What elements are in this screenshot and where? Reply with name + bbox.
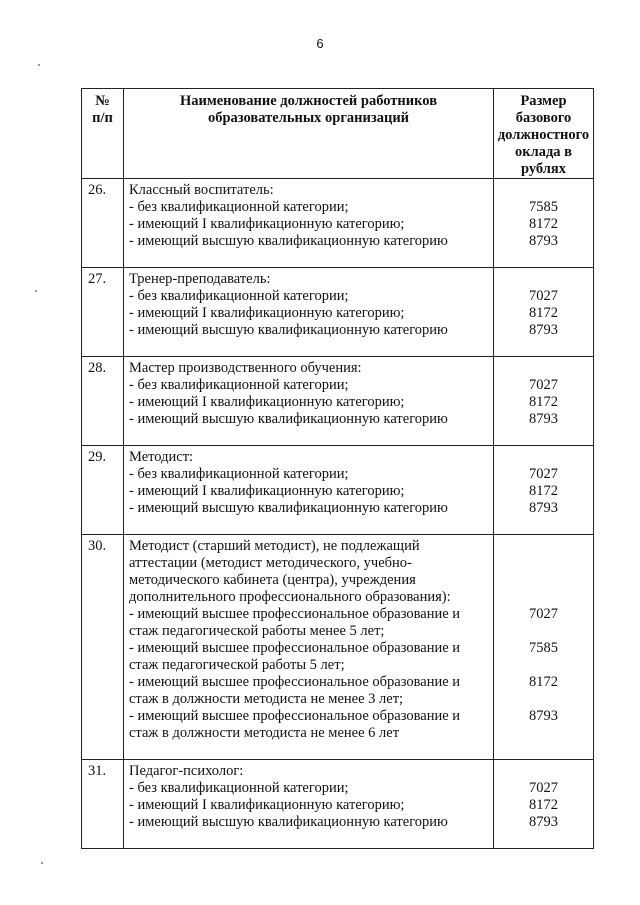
header-salary-line: базового — [515, 110, 572, 126]
table-row — [82, 179, 594, 268]
position-line: - имеющий высшее профессиональное образование и — [129, 708, 461, 724]
table-row — [82, 357, 594, 446]
salary-spacer — [494, 725, 593, 742]
position-description — [124, 760, 494, 849]
header-salary-line: должностного — [497, 127, 590, 143]
salary-value: 8172 — [529, 797, 558, 813]
position-description — [124, 357, 494, 446]
salary-spacer — [494, 555, 593, 572]
header-row — [82, 89, 594, 179]
salary-spacer — [494, 763, 593, 780]
salary-values — [494, 357, 594, 446]
position-line: - имеющий высшую квалификационную категорию — [129, 500, 448, 516]
salary-value: 7585 — [529, 199, 558, 215]
position-line: - имеющий высшую квалификационную категорию — [129, 814, 448, 830]
row-spacer — [129, 250, 489, 267]
position-line: - имеющий I квалификационную категорию; — [129, 797, 405, 813]
salary-spacer — [494, 182, 593, 199]
position-line: стаж педагогической работы 5 лет; — [129, 657, 345, 673]
salary-values — [494, 760, 594, 849]
header-num-line: № — [95, 93, 110, 109]
row-number: 31. — [82, 760, 124, 849]
position-line: - имеющий I квалификационную категорию; — [129, 394, 405, 410]
position-line: - без квалификационной категории; — [129, 377, 349, 393]
salary-value: 7027 — [529, 288, 558, 304]
position-line: - без квалификационной категории; — [129, 780, 349, 796]
row-spacer — [494, 831, 593, 848]
position-line: - имеющий высшую квалификационную категорию — [129, 411, 448, 427]
position-line: - имеющий высшее профессиональное образование и — [129, 640, 461, 656]
position-title: Методист: — [129, 449, 194, 465]
salary-value: 8793 — [529, 233, 558, 249]
salary-values — [494, 446, 594, 535]
salary-value: 8172 — [529, 216, 558, 232]
position-title: Методист (старший методист), не подлежащий — [129, 538, 420, 554]
row-number: 28. — [82, 357, 124, 446]
salary-value: 8172 — [529, 483, 558, 499]
row-spacer — [494, 428, 593, 445]
salary-value: 7027 — [529, 606, 558, 622]
header-name-line: образовательных организаций — [207, 110, 410, 126]
row-spacer — [129, 339, 489, 356]
row-number: 30. — [82, 535, 124, 760]
position-description — [124, 268, 494, 357]
position-line: - имеющий I квалификационную категорию; — [129, 483, 405, 499]
position-line: стаж в должности методиста не менее 6 лет — [129, 725, 400, 741]
row-spacer — [494, 742, 593, 759]
salary-value: 8793 — [529, 814, 558, 830]
position-description — [124, 179, 494, 268]
salary-values — [494, 179, 594, 268]
position-line: - без квалификационной категории; — [129, 288, 349, 304]
salary-value: 7027 — [529, 466, 558, 482]
position-line: аттестации (методист методического, учебно- — [129, 555, 412, 571]
position-line: стаж в должности методиста не менее 3 лет; — [129, 691, 404, 707]
scan-speck — [38, 64, 40, 66]
position-description — [124, 446, 494, 535]
position-description — [124, 535, 494, 760]
scan-speck — [41, 862, 43, 864]
position-line: - без квалификационной категории; — [129, 466, 349, 482]
salary-value: 8793 — [529, 322, 558, 338]
header-salary — [494, 89, 594, 179]
salary-spacer — [494, 623, 593, 640]
salary-spacer — [494, 360, 593, 377]
position-title: Педагог-психолог: — [129, 763, 244, 779]
salary-value: 8793 — [529, 411, 558, 427]
header-salary-line: рублях — [520, 161, 567, 177]
row-number: 26. — [82, 179, 124, 268]
position-line: дополнительного профессионального образования): — [129, 589, 451, 605]
salary-value: 8172 — [529, 674, 558, 690]
table-row — [82, 535, 594, 760]
header-num-line: п/п — [92, 110, 113, 126]
table-row — [82, 760, 594, 849]
position-line: - имеющий высшее профессиональное образование и — [129, 606, 461, 622]
header-num — [82, 89, 124, 179]
position-line: - имеющий высшую квалификационную категорию — [129, 322, 448, 338]
row-spacer — [129, 517, 489, 534]
header-name — [124, 89, 494, 179]
salary-spacer — [494, 449, 593, 466]
salary-value: 7027 — [529, 377, 558, 393]
row-spacer — [129, 428, 489, 445]
position-line: - имеющий высшее профессиональное образование и — [129, 674, 461, 690]
header-name-line: Наименование должностей работников — [179, 93, 438, 109]
row-number: 27. — [82, 268, 124, 357]
scan-speck — [35, 290, 37, 292]
position-title: Классный воспитатель: — [129, 182, 274, 198]
salary-spacer — [494, 657, 593, 674]
salary-spacer — [494, 691, 593, 708]
row-spacer — [494, 339, 593, 356]
row-spacer — [494, 250, 593, 267]
salary-spacer — [494, 538, 593, 555]
position-line: - имеющий I квалификационную категорию; — [129, 216, 405, 232]
row-number: 29. — [82, 446, 124, 535]
salary-value: 8172 — [529, 394, 558, 410]
salary-value: 7585 — [529, 640, 558, 656]
position-title: Тренер-преподаватель: — [129, 271, 271, 287]
position-line: - имеющий высшую квалификационную категорию — [129, 233, 448, 249]
salary-table — [81, 88, 594, 849]
position-line: - без квалификационной категории; — [129, 199, 349, 215]
position-line: стаж педагогической работы менее 5 лет; — [129, 623, 385, 639]
header-salary-line: Размер — [520, 93, 567, 109]
salary-spacer — [494, 572, 593, 589]
table-row — [82, 446, 594, 535]
salary-value: 8172 — [529, 305, 558, 321]
row-spacer — [129, 742, 489, 759]
salary-values — [494, 268, 594, 357]
salary-values — [494, 535, 594, 760]
position-title: Мастер производственного обучения: — [129, 360, 362, 376]
row-spacer — [494, 517, 593, 534]
salary-value: 8793 — [529, 708, 558, 724]
salary-spacer — [494, 589, 593, 606]
header-salary-line: оклада в — [514, 144, 573, 160]
position-line: методического кабинета (центра), учреждения — [129, 572, 416, 588]
row-spacer — [129, 831, 489, 848]
salary-spacer — [494, 271, 593, 288]
page-number: 6 — [316, 36, 324, 51]
salary-value: 7027 — [529, 780, 558, 796]
salary-value: 8793 — [529, 500, 558, 516]
position-line: - имеющий I квалификационную категорию; — [129, 305, 405, 321]
table-row — [82, 268, 594, 357]
